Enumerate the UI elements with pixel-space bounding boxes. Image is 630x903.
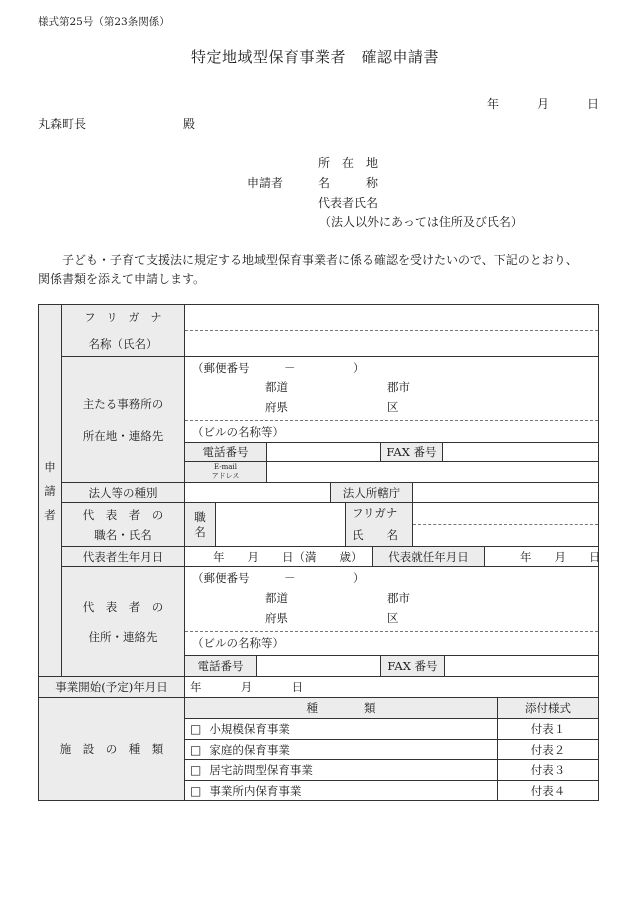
start-date-label: 事業開始(予定)年月日 xyxy=(38,676,185,698)
office-phone-label: 電話番号 xyxy=(184,442,267,462)
facility-row xyxy=(184,780,498,801)
office-prefecture-bottom: 府県 xyxy=(265,400,288,414)
office-building: （ビルの名称等） xyxy=(192,425,284,439)
facility-type-name: 家庭的保育事業 xyxy=(209,742,290,757)
rep-prefecture-bottom: 府県 xyxy=(265,611,288,625)
office-address-cell xyxy=(184,356,599,443)
rep-postal-code: （郵便番号 － ） xyxy=(192,571,365,585)
applicant-label: 申請者 xyxy=(247,176,284,190)
rep-address-cell xyxy=(184,566,599,656)
rep-fax-label: FAX 番号 xyxy=(380,655,445,677)
start-date-text: 年 月 日 xyxy=(190,680,305,694)
office-fax-label: FAX 番号 xyxy=(380,442,443,462)
office-label-cell xyxy=(61,356,185,483)
applicant-column-label: 申請者 xyxy=(44,459,56,522)
intro-line-2: 関係書類を添えて申請します。 xyxy=(38,272,206,286)
corp-type-value xyxy=(184,482,331,503)
form-number: 様式第25号（第23条関係） xyxy=(38,16,170,28)
attachment-form: 付表１ xyxy=(497,718,599,740)
applicant-note: （法人以外にあっては住所及び氏名） xyxy=(319,215,523,229)
rep-prefecture-top: 都道 xyxy=(265,591,288,605)
office-email-label xyxy=(184,461,267,483)
facility-row xyxy=(184,718,498,740)
applicant-address-label: 所 在 地 xyxy=(318,156,379,170)
facility-type-name: 事業所内保育事業 xyxy=(209,783,302,798)
representative-name-label-cell xyxy=(345,502,413,547)
start-date-value xyxy=(184,676,599,698)
checkbox-icon: □ xyxy=(190,783,202,798)
office-prefecture-top: 都道 xyxy=(265,380,288,394)
name-label: 名称（氏名） xyxy=(88,336,158,351)
attachment-form: 付表４ xyxy=(497,780,599,801)
office-email-value xyxy=(266,461,599,483)
submission-date: 年 月 日 xyxy=(487,97,600,111)
rep-address-label-line-2: 住所・連絡先 xyxy=(88,629,158,644)
office-postal-code: （郵便番号 － ） xyxy=(192,361,365,375)
representative-title-value xyxy=(215,502,346,547)
furigana-label: フ リ ガ ナ xyxy=(84,310,162,324)
rep-address-label-cell xyxy=(61,566,185,677)
facility-header-form: 添付様式 xyxy=(497,697,599,719)
office-phone-value xyxy=(266,442,381,462)
applicant-name-label: 名 称 xyxy=(318,176,379,190)
furigana-name-label-cell xyxy=(61,304,185,357)
birth-date-label: 代表者生年月日 xyxy=(61,546,185,567)
addressee-name: 丸森町長 xyxy=(38,117,87,131)
addressee-honorific: 殿 xyxy=(183,117,196,131)
representative-name-divider xyxy=(413,524,598,525)
facility-type-name: 居宅訪問型保育事業 xyxy=(209,763,313,777)
corp-type-label: 法人等の種別 xyxy=(61,482,185,503)
facility-row xyxy=(184,759,498,781)
appointment-date-label: 代表就任年月日 xyxy=(372,546,485,567)
representative-label-line-1: 代 表 者 の xyxy=(82,507,164,522)
representative-label-cell xyxy=(61,502,185,547)
facility-row xyxy=(184,739,498,760)
rep-phone-value xyxy=(256,655,381,677)
checkbox-icon: □ xyxy=(190,722,202,736)
representative-furigana-label: フリガナ xyxy=(352,506,398,520)
applicant-column xyxy=(38,304,62,677)
office-city-bottom: 区 xyxy=(387,400,399,414)
facility-type-label: 施 設 の 種 類 xyxy=(38,697,185,801)
applicant-representative-label: 代表者氏名 xyxy=(318,196,379,210)
birth-date-text: 年 月 日（満 歳） xyxy=(213,549,363,564)
rep-city-top: 郡市 xyxy=(387,591,410,605)
checkbox-icon: □ xyxy=(190,742,202,757)
rep-building: （ビルの名称等） xyxy=(192,636,284,650)
email-label-line-1: E-mail xyxy=(214,463,237,471)
rep-phone-label: 電話番号 xyxy=(184,655,257,677)
appointment-date-value xyxy=(484,546,599,567)
rep-fax-value xyxy=(444,655,599,677)
facility-header-type: 種 類 xyxy=(184,697,498,719)
furigana-name-value-cell xyxy=(184,304,599,357)
attachment-form: 付表２ xyxy=(497,739,599,760)
jurisdiction-label: 法人所轄庁 xyxy=(330,482,413,503)
office-address-divider xyxy=(185,420,598,421)
appointment-date-text: 年 月 日 xyxy=(520,549,601,564)
jurisdiction-value xyxy=(412,482,599,503)
checkbox-icon: □ xyxy=(190,763,202,777)
intro-line-1: 子ども・子育て支援法に規定する地域型保育事業者に係る確認を受けたいので、下記のとおり、 xyxy=(62,253,578,267)
office-label-line-2: 所在地・連絡先 xyxy=(82,428,164,443)
representative-name-label: 氏 名 xyxy=(352,528,398,542)
rep-address-divider xyxy=(185,631,598,632)
representative-name-value xyxy=(412,502,599,547)
representative-title-label: 職名 xyxy=(194,509,206,539)
representative-label-line-2: 職名・氏名 xyxy=(94,527,152,542)
office-fax-value xyxy=(442,442,599,462)
office-label-line-1: 主たる事務所の xyxy=(82,396,164,411)
email-label-line-2: アドレス xyxy=(211,472,240,480)
representative-title-label-cell xyxy=(184,502,216,547)
rep-address-label-line-1: 代 表 者 の xyxy=(82,599,164,614)
rep-city-bottom: 区 xyxy=(387,611,399,625)
office-city-top: 郡市 xyxy=(387,380,410,394)
form-title: 特定地域型保育事業者 確認申請書 xyxy=(190,48,439,66)
furigana-divider xyxy=(185,330,598,331)
facility-type-name: 小規模保育事業 xyxy=(209,722,290,736)
birth-date-value xyxy=(184,546,373,567)
attachment-form: 付表３ xyxy=(497,759,599,781)
